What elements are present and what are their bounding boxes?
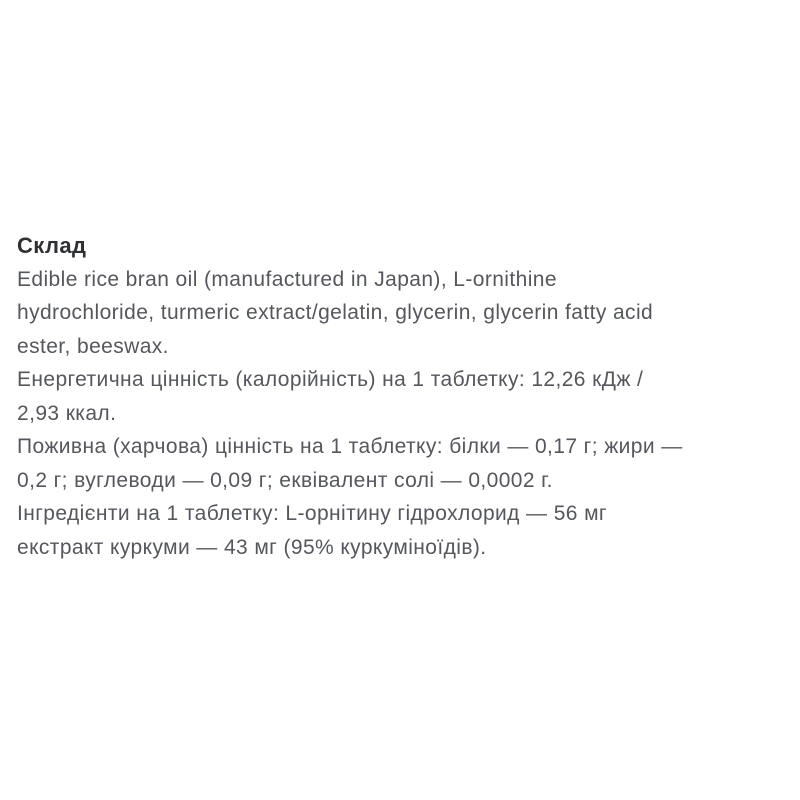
text-line: Edible rice bran oil (manufactured in Japan), L-ornithine: [17, 267, 557, 291]
text-line: Інгредієнти на 1 таблетку: L-орнітину гідрохлорид — 56 мг: [17, 502, 607, 525]
paragraph-energy-value: [17, 363, 787, 430]
composition-section: [17, 229, 787, 564]
text-line: 2,93 ккал.: [17, 401, 117, 425]
text-line: ester, beeswax.: [17, 334, 169, 358]
text-line: hydrochloride, turmeric extract/gelatin, glycerin, glycerin fatty acid: [17, 301, 654, 324]
text-line: Енергетична цінність (калорійність) на 1 таблетку: 12,26 кДж /: [17, 368, 644, 391]
paragraph-nutritional-value: [17, 430, 787, 497]
text-line: Поживна (харчова) цінність на 1 таблетку: білки — 0,17 г; жири —: [17, 435, 683, 458]
paragraph-ingredients-english: [17, 263, 787, 364]
paragraph-ingredients-per-tablet: [17, 497, 787, 564]
text-line: екстракт куркуми — 43 мг (95% куркуміноїдів).: [17, 535, 487, 559]
text-line: 0,2 г; вуглеводи — 0,09 г; еквівалент солі — 0,0002 г.: [17, 468, 553, 492]
composition-heading: Склад: [17, 233, 87, 258]
